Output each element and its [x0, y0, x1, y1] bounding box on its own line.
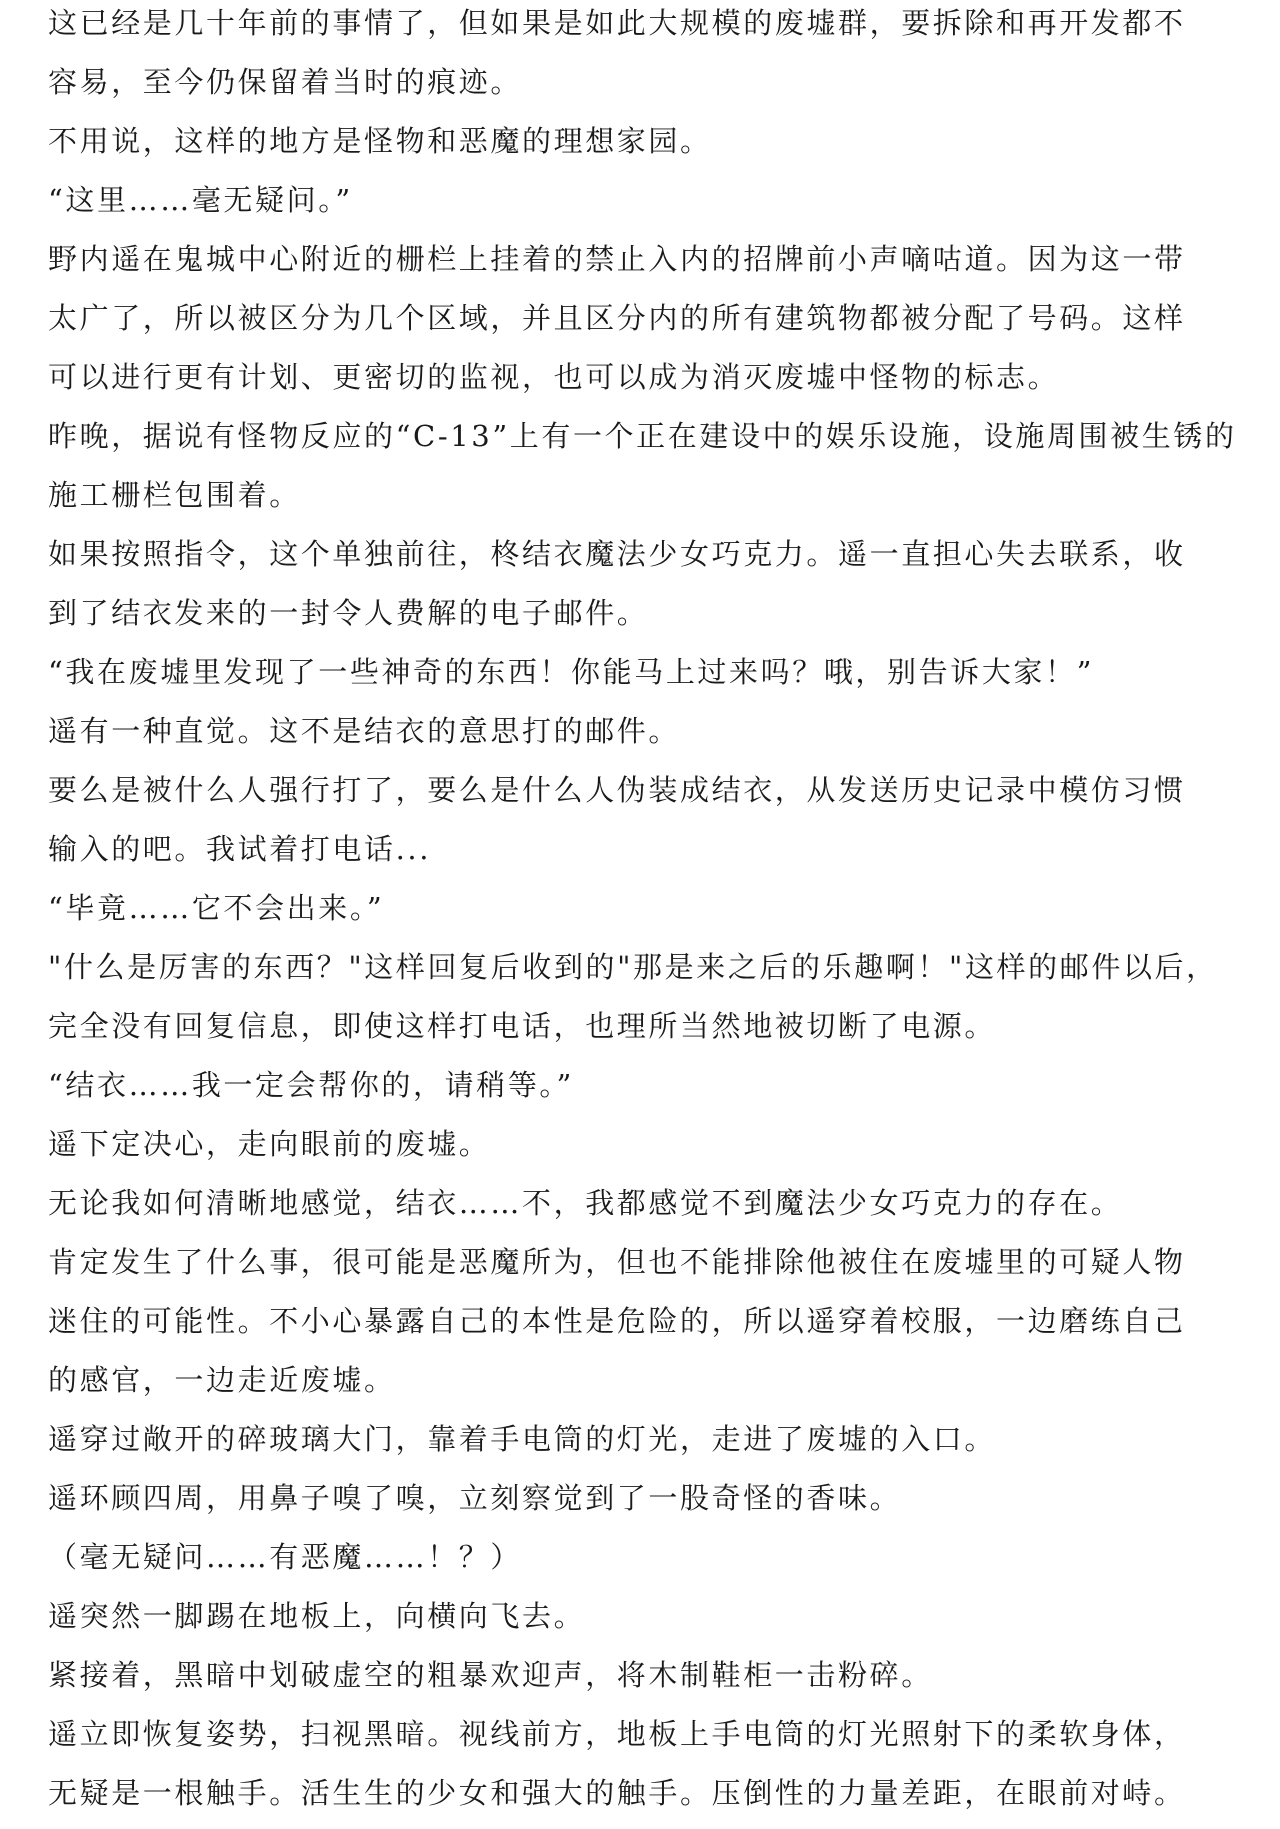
text-line: 要么是被什么人强行打了，要么是什么人伪装成结衣，从发送历史记录中模仿习惯	[48, 773, 1186, 807]
text-line: 可以进行更有计划、更密切的监视，也可以成为消灭废墟中怪物的标志。	[48, 360, 1060, 394]
text-line: 的感官，一边走近废墟。	[48, 1363, 396, 1397]
text-line: 施工栅栏包围着。	[48, 478, 301, 512]
text-line: 紧接着，黑暗中划破虚空的粗暴欢迎声，将木制鞋柜一击粉碎。	[48, 1658, 933, 1692]
text-line: 遥突然一脚踢在地板上，向横向飞去。	[48, 1599, 586, 1633]
text-line: 肯定发生了什么事，很可能是恶魔所为，但也不能排除他被住在废墟里的可疑人物	[48, 1245, 1186, 1279]
text-line: 到了结衣发来的一封令人费解的电子邮件。	[48, 596, 649, 630]
text-line: 遥下定决心，走向眼前的废墟。	[48, 1127, 491, 1161]
text-line: 太广了，所以被区分为几个区域，并且区分内的所有建筑物都被分配了号码。这样	[48, 301, 1186, 335]
text-line: “这里……毫无疑问。”	[48, 183, 353, 217]
text-line: "什么是厉害的东西？"这样回复后收到的"那是来之后的乐趣啊！"这样的邮件以后，	[48, 950, 1218, 984]
text-line: 不用说，这样的地方是怪物和恶魔的理想家园。	[48, 124, 712, 158]
document-page	[48, 0, 1248, 1829]
text-line: 遥环顾四周，用鼻子嗅了嗅，立刻察觉到了一股奇怪的香味。	[48, 1481, 902, 1515]
text-line: 遥立即恢复姿势，扫视黑暗。视线前方，地板上手电筒的灯光照射下的柔软身体，	[48, 1717, 1186, 1751]
text-line: 昨晚，据说有怪物反应的“C-13”上有一个正在建设中的娱乐设施，设施周围被生锈的	[48, 419, 1237, 453]
text-line: 无疑是一根触手。活生生的少女和强大的触手。压倒性的力量差距，在眼前对峙。	[48, 1776, 1186, 1810]
text-line: 容易，至今仍保留着当时的痕迹。	[48, 65, 523, 99]
text-line: 迷住的可能性。不小心暴露自己的本性是危险的，所以遥穿着校服，一边磨练自己	[48, 1304, 1186, 1338]
text-line: （毫无疑问……有恶魔……！？）	[48, 1540, 523, 1574]
text-line: 无论我如何清晰地感觉，结衣……不，我都感觉不到魔法少女巧克力的存在。	[48, 1186, 1123, 1220]
text-line: 遥穿过敞开的碎玻璃大门，靠着手电筒的灯光，走进了废墟的入口。	[48, 1422, 997, 1456]
text-line: 遥有一种直觉。这不是结衣的意思打的邮件。	[48, 714, 681, 748]
text-line: “毕竟……它不会出来。”	[48, 891, 385, 925]
text-line: 野内遥在鬼城中心附近的栅栏上挂着的禁止入内的招牌前小声嘀咕道。因为这一带	[48, 242, 1186, 276]
text-line: “结衣……我一定会帮你的，请稍等。”	[48, 1068, 574, 1102]
text-line: 这已经是几十年前的事情了，但如果是如此大规模的废墟群，要拆除和再开发都不	[48, 6, 1186, 40]
text-line: “我在废墟里发现了一些神奇的东西！你能马上过来吗？哦，别告诉大家！”	[48, 655, 1095, 689]
text-line: 完全没有回复信息，即使这样打电话，也理所当然地被切断了电源。	[48, 1009, 997, 1043]
text-line: 如果按照指令，这个单独前往，柊结衣魔法少女巧克力。遥一直担心失去联系，收	[48, 537, 1186, 571]
text-line: 输入的吧。我试着打电话...	[48, 832, 432, 866]
